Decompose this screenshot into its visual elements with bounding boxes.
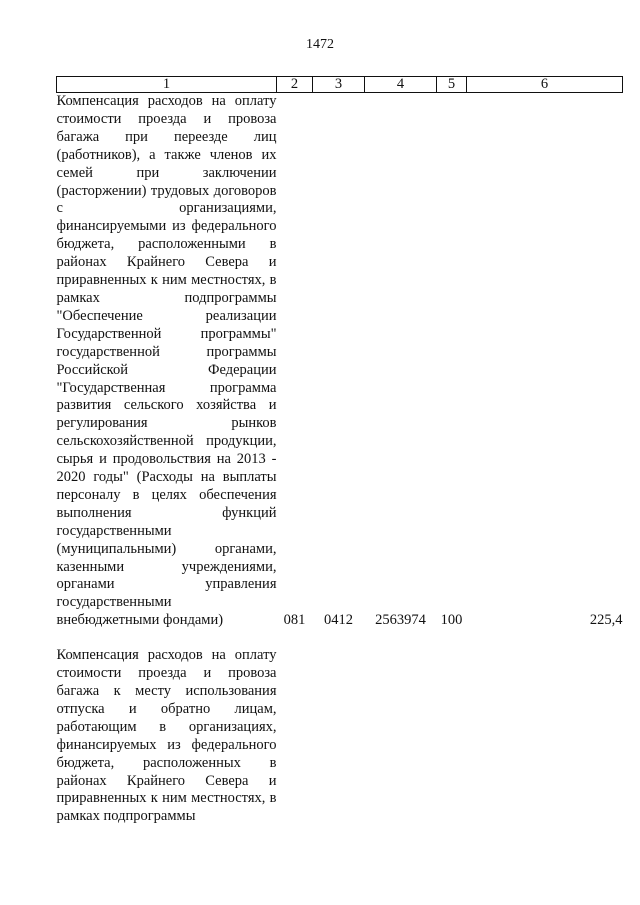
row-target-code bbox=[365, 647, 437, 826]
page-number: 1472 bbox=[306, 37, 334, 52]
header-col-2: 2 bbox=[277, 77, 313, 93]
row-amount: 225,4 bbox=[589, 612, 623, 629]
table-row bbox=[57, 647, 623, 826]
row-section-code: 0412 bbox=[324, 612, 353, 629]
row-expense-type: 100 bbox=[440, 612, 463, 629]
row-spacer bbox=[57, 630, 623, 647]
row-section-code bbox=[313, 647, 365, 826]
header-col-3: 3 bbox=[313, 77, 365, 93]
budget-table bbox=[56, 76, 623, 826]
header-col-4: 4 bbox=[365, 77, 437, 93]
row-expense-type bbox=[437, 647, 467, 826]
header-col-1: 1 bbox=[57, 77, 277, 93]
row-amount bbox=[467, 647, 623, 826]
header-col-6: 6 bbox=[467, 77, 623, 93]
row-description: Компенсация расходов на оплату стоимости проезда и провоза багажа к месту использования отпуска и обратно лицам, работающим в организациях, финансируемых из федерального бюджета, расположенных в районах Крайнего Севера и приравненных к ним местностях, в рамках подпрограммы bbox=[56, 647, 277, 825]
header-row bbox=[57, 77, 623, 93]
row-ministry-code bbox=[277, 647, 313, 826]
header-col-5: 5 bbox=[437, 77, 467, 93]
row-target-code: 2563974 bbox=[375, 612, 426, 629]
row-ministry-code: 081 bbox=[283, 612, 306, 629]
row-description: Компенсация расходов на оплату стоимости проезда и провоза багажа при переезде лиц (работников), а также членов их семей при заключении (расторжении) трудовых договоров с организациями, финансируемыми из федерального бюджета, расположенными в районах Крайнего Севера и приравненных к ним местностях, в рамках подпрограммы "Обеспечение реализации Государственной программы" государственной программы Российской Федерации "Государственная программа развития сельского хозяйства и регулирования рынков сельскохозяйственной продукции, сырья и продовольствия на 2013 - 2020 годы" (Расходы на выплаты персоналу в целях обеспечения выполнения функций государственными (муниципальными) органами, казенными учреждениями, органами управления государственными внебюджетными фондами) bbox=[56, 93, 277, 629]
table-row bbox=[57, 93, 623, 631]
